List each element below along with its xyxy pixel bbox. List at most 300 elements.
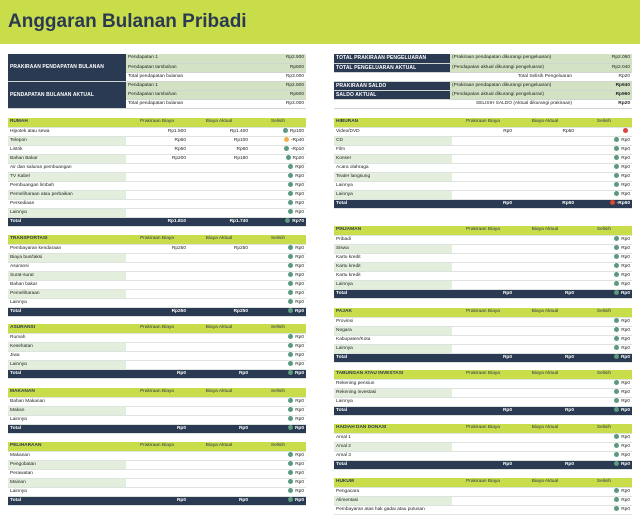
actual-cost-cell[interactable]: Rp250 [188, 244, 250, 253]
expense-label[interactable]: Lainnya [334, 190, 452, 199]
actual-cost-cell[interactable] [188, 360, 250, 369]
column-header-projected: Prakiraan Biaya [126, 388, 188, 397]
difference-cell [576, 145, 632, 154]
projected-cost-cell[interactable] [126, 351, 188, 360]
expense-label[interactable]: Lainnya [8, 415, 126, 424]
actual-cost-cell[interactable] [188, 478, 250, 487]
difference-cell [576, 505, 632, 514]
table-row [8, 406, 306, 415]
expense-label[interactable]: Lainnya [8, 360, 126, 369]
status-indicator-icon [288, 370, 293, 375]
projected-cost-cell[interactable] [126, 469, 188, 478]
projected-cost-cell[interactable] [126, 333, 188, 342]
status-indicator-icon [614, 434, 619, 439]
actual-cost-cell[interactable] [188, 406, 250, 415]
status-indicator-icon [288, 425, 293, 430]
actual-cost-cell[interactable] [188, 342, 250, 351]
expense-label[interactable]: Pengacara [334, 487, 452, 496]
expense-label[interactable]: Lainnya [8, 208, 126, 217]
table-row [8, 487, 306, 496]
column-header-difference: Selisih [250, 442, 306, 451]
expense-label[interactable]: Kartu kredit [334, 271, 452, 280]
table-row [334, 505, 632, 514]
actual-cost-cell[interactable] [188, 397, 250, 406]
difference-value: Rp0 [620, 407, 630, 413]
difference-value: Rp0 [295, 164, 304, 170]
difference-value: Rp0 [621, 146, 630, 152]
actual-cost-cell[interactable] [514, 163, 576, 172]
actual-cost-cell[interactable] [514, 280, 576, 289]
projected-cost-cell[interactable] [452, 317, 514, 326]
projected-cost-cell[interactable] [452, 190, 514, 199]
actual-cost-cell[interactable]: Rp1.400 [188, 127, 250, 136]
projected-cost-cell[interactable] [452, 451, 514, 460]
difference-cell [250, 136, 306, 145]
status-indicator-icon [614, 164, 619, 169]
projected-cost-cell[interactable] [126, 262, 188, 271]
expense-label[interactable]: Pemeliharaan atau perbaikan [8, 190, 126, 199]
projected-cost-cell[interactable] [452, 271, 514, 280]
actual-cost-cell[interactable] [188, 289, 250, 298]
projected-cost-cell[interactable] [126, 451, 188, 460]
status-indicator-icon [614, 461, 619, 466]
expense-label[interactable]: TV Kabel [8, 172, 126, 181]
status-indicator-icon [288, 290, 293, 295]
expense-label[interactable]: Persediaan [8, 199, 126, 208]
actual-cost-cell[interactable] [188, 415, 250, 424]
actual-cost-cell[interactable] [188, 280, 250, 289]
projected-cost-cell[interactable] [452, 505, 514, 514]
section-asuransi [8, 324, 306, 379]
expense-label[interactable]: Negara [334, 326, 452, 335]
actual-cost-cell[interactable]: Rp50 [514, 127, 576, 136]
projected-cost-cell[interactable] [126, 487, 188, 496]
status-indicator-icon [614, 452, 619, 457]
difference-cell [576, 289, 632, 298]
status-indicator-icon [614, 191, 619, 196]
projected-cost-cell[interactable] [126, 298, 188, 307]
expense-label[interactable]: Film [334, 145, 452, 154]
actual-cost-cell[interactable] [188, 190, 250, 199]
table-row [334, 181, 632, 190]
actual-cost-cell[interactable] [514, 271, 576, 280]
expense-label[interactable]: Surat-surat [8, 271, 126, 280]
actual-cost-cell[interactable] [188, 469, 250, 478]
column-header-difference: Selisih [576, 226, 632, 235]
difference-value: Rp0 [295, 263, 304, 269]
column-header-projected: Prakiraan Biaya [126, 442, 188, 451]
expense-label[interactable]: Bahan bakar [8, 280, 126, 289]
projected-cost-cell[interactable]: Rp200 [126, 154, 188, 163]
difference-value: Rp0 [295, 200, 304, 206]
table-row [8, 469, 306, 478]
actual-cost-cell[interactable] [514, 145, 576, 154]
actual-cost-cell[interactable] [514, 451, 576, 460]
difference-cell [250, 469, 306, 478]
status-indicator-icon [288, 263, 293, 268]
projected-cost-cell[interactable] [452, 244, 514, 253]
section-makanan [8, 388, 306, 434]
section-title: TRANSPORTASI [8, 235, 126, 244]
expense-label[interactable]: Makanan [8, 451, 126, 460]
table-row [334, 379, 632, 388]
expense-label[interactable]: Kesehatan [8, 342, 126, 351]
expense-label[interactable]: Bahan Bakar [8, 154, 126, 163]
projected-cost-cell[interactable] [452, 145, 514, 154]
actual-cost-cell[interactable] [188, 460, 250, 469]
status-indicator-icon [288, 308, 293, 313]
actual-cost-cell[interactable] [514, 136, 576, 145]
section-title: HUKUM [334, 478, 452, 487]
section-title: PELIHARAAN [8, 442, 126, 451]
status-indicator-icon [614, 155, 619, 160]
expense-label[interactable]: Pribadi [334, 235, 452, 244]
status-indicator-icon [288, 361, 293, 366]
expense-label[interactable]: Lainnya [334, 397, 452, 406]
expense-label[interactable]: Kabupaten/Kota [334, 335, 452, 344]
expense-label[interactable]: Asuransi [8, 262, 126, 271]
status-indicator-icon [288, 173, 293, 178]
expense-label[interactable]: Jiwa [8, 351, 126, 360]
column-header-actual: Biaya Aktual [188, 235, 250, 244]
expense-label[interactable]: Amal 1 [334, 433, 452, 442]
table-row [334, 163, 632, 172]
projected-cost-cell[interactable]: Rp60 [126, 136, 188, 145]
status-indicator-icon [288, 299, 293, 304]
total-label: Total [334, 353, 452, 362]
status-indicator-icon [288, 497, 293, 502]
section-header [334, 370, 632, 379]
difference-value: Rp0 [295, 173, 304, 179]
projected-cost-cell[interactable] [452, 253, 514, 262]
actual-cost-cell[interactable] [514, 326, 576, 335]
section-header [334, 308, 632, 317]
table-row [8, 199, 306, 208]
expense-label[interactable]: Amal 3 [334, 451, 452, 460]
expense-label[interactable]: Pemeliharaan [8, 289, 126, 298]
difference-cell [250, 360, 306, 369]
actual-cost-cell[interactable] [514, 172, 576, 181]
difference-cell [250, 478, 306, 487]
expense-label[interactable]: Mainan [8, 478, 126, 487]
actual-cost-cell[interactable] [514, 397, 576, 406]
projected-cost-cell[interactable] [452, 442, 514, 451]
table-row [8, 342, 306, 351]
status-indicator-icon [288, 407, 293, 412]
expense-label[interactable]: Provinsi [334, 317, 452, 326]
projected-cost-cell[interactable] [452, 235, 514, 244]
actual-cost-cell[interactable] [514, 235, 576, 244]
expense-label[interactable]: Alimentasi [334, 496, 452, 505]
table-row [334, 433, 632, 442]
actual-cost-cell[interactable] [188, 208, 250, 217]
column-header-projected: Prakiraan Biaya [452, 118, 514, 127]
actual-cost-cell[interactable] [514, 253, 576, 262]
status-indicator-icon [288, 281, 293, 286]
projected-cost-cell[interactable] [452, 344, 514, 353]
expense-label[interactable]: Hipotek atau sewa [8, 127, 126, 136]
difference-cell [250, 199, 306, 208]
actual-cost-cell[interactable] [514, 442, 576, 451]
projected-cost-cell[interactable] [452, 262, 514, 271]
difference-value: Rp0 [295, 416, 304, 422]
projected-cost-cell[interactable]: Rp250 [126, 244, 188, 253]
projected-cost-cell[interactable] [126, 360, 188, 369]
status-indicator-icon [614, 336, 619, 341]
actual-cost-cell[interactable] [188, 487, 250, 496]
projected-cost-cell[interactable] [452, 163, 514, 172]
actual-cost-cell[interactable] [514, 388, 576, 397]
expense-label[interactable]: Pembuangan limbah [8, 181, 126, 190]
actual-cost-cell[interactable] [514, 487, 576, 496]
difference-value: Rp0 [295, 407, 304, 413]
actual-cost-cell[interactable] [188, 172, 250, 181]
actual-cost-cell[interactable]: Rp100 [188, 136, 250, 145]
section-total-row [334, 199, 632, 208]
actual-cost-cell[interactable] [188, 163, 250, 172]
expense-label[interactable]: CD [334, 136, 452, 145]
expense-label[interactable]: Makan [8, 406, 126, 415]
projected-cost-cell[interactable] [452, 335, 514, 344]
column-header-difference: Selisih [576, 308, 632, 317]
table-row [8, 360, 306, 369]
difference-cell [576, 451, 632, 460]
expense-label[interactable]: Telepon [8, 136, 126, 145]
projected-cost-cell[interactable] [452, 433, 514, 442]
section-title: ASURANSI [8, 324, 126, 333]
section-transportasi [8, 235, 306, 317]
expense-label[interactable]: Rumah [8, 333, 126, 342]
table-row [8, 262, 306, 271]
expense-label[interactable]: Lainnya [8, 487, 126, 496]
table-row [8, 145, 306, 154]
status-indicator-icon [288, 352, 293, 357]
expense-label[interactable]: Pengobatan [8, 460, 126, 469]
column-header-actual: Biaya Aktual [514, 424, 576, 433]
section-pajak [334, 308, 632, 363]
expense-label[interactable]: Siswa [334, 244, 452, 253]
table-row [334, 235, 632, 244]
expense-label[interactable]: Lainnya [334, 280, 452, 289]
table-row [334, 271, 632, 280]
actual-cost-cell[interactable] [514, 154, 576, 163]
difference-cell [576, 190, 632, 199]
actual-cost-cell[interactable] [514, 505, 576, 514]
projected-cost-cell[interactable] [126, 415, 188, 424]
actual-cost-cell[interactable] [188, 253, 250, 262]
status-indicator-icon [614, 407, 619, 412]
projected-cost-cell[interactable] [126, 289, 188, 298]
projected-cost-cell[interactable] [452, 136, 514, 145]
difference-value: Rp0 [620, 354, 630, 360]
expense-label[interactable]: Pembayaran kendaraan [8, 244, 126, 253]
projected-cost-cell[interactable] [452, 397, 514, 406]
projected-cost-cell[interactable]: Rp0 [452, 127, 514, 136]
difference-cell [250, 289, 306, 298]
difference-value: Rp0 [295, 343, 304, 349]
projected-cost-cell[interactable] [452, 487, 514, 496]
status-indicator-icon [288, 245, 293, 250]
actual-cost-cell[interactable] [188, 351, 250, 360]
total-projected: Rp0 [126, 424, 188, 433]
actual-cost-cell[interactable]: Rp180 [188, 154, 250, 163]
column-header-difference: Selisih [576, 370, 632, 379]
table-row [334, 244, 632, 253]
projected-cost-cell[interactable] [126, 253, 188, 262]
section-total-row [334, 406, 632, 415]
page-title: Anggaran Bulanan Pribadi [8, 11, 247, 32]
expense-label[interactable]: Lainnya [334, 344, 452, 353]
difference-value: Rp0 [621, 336, 630, 342]
projected-cost-cell[interactable] [126, 342, 188, 351]
difference-value: Rp0 [294, 497, 304, 503]
difference-value: Rp0 [621, 380, 630, 386]
difference-cell [250, 298, 306, 307]
expense-label[interactable]: Lainnya [334, 181, 452, 190]
projected-cost-cell[interactable] [126, 208, 188, 217]
projected-cost-cell[interactable] [126, 163, 188, 172]
status-indicator-icon [614, 506, 619, 511]
table-row [334, 496, 632, 505]
column-header-difference: Selisih [250, 324, 306, 333]
total-label: Total [8, 424, 126, 433]
status-indicator-icon [288, 488, 293, 493]
expense-label[interactable]: Acara olahraga [334, 163, 452, 172]
difference-cell [250, 271, 306, 280]
section-peliharaan [8, 442, 306, 506]
column-header-actual: Biaya Aktual [514, 370, 576, 379]
difference-cell [576, 397, 632, 406]
actual-cost-cell[interactable] [514, 379, 576, 388]
expense-label[interactable]: Biaya bus/taksi [8, 253, 126, 262]
projected-cost-cell[interactable] [452, 496, 514, 505]
actual-cost-cell[interactable] [514, 262, 576, 271]
actual-cost-cell[interactable] [188, 271, 250, 280]
difference-cell [576, 280, 632, 289]
expense-label[interactable]: Kartu kredit [334, 262, 452, 271]
projected-cost-cell[interactable] [452, 379, 514, 388]
difference-cell [576, 136, 632, 145]
projected-cost-cell[interactable] [126, 397, 188, 406]
projected-cost-cell[interactable] [126, 172, 188, 181]
projected-cost-cell[interactable] [126, 406, 188, 415]
expense-label[interactable]: Lainnya [8, 298, 126, 307]
projected-cost-cell[interactable] [452, 388, 514, 397]
projected-cost-cell[interactable] [126, 280, 188, 289]
projected-cost-cell[interactable] [126, 271, 188, 280]
projected-cost-cell[interactable] [452, 326, 514, 335]
difference-cell [250, 342, 306, 351]
actual-cost-cell[interactable] [514, 335, 576, 344]
difference-value: Rp0 [295, 245, 304, 251]
status-indicator-icon [614, 290, 619, 295]
projected-cost-cell[interactable] [126, 199, 188, 208]
total-actual: Rp0 [188, 496, 250, 505]
actual-cost-cell[interactable] [188, 298, 250, 307]
projected-cost-cell[interactable] [452, 154, 514, 163]
expense-label[interactable]: Rekening pensiun [334, 379, 452, 388]
actual-cost-cell[interactable] [514, 190, 576, 199]
actual-cost-cell[interactable] [188, 181, 250, 190]
expense-label[interactable]: Air dan saluran pembuangan [8, 163, 126, 172]
total-actual: Rp0 [514, 460, 576, 469]
projected-cost-cell[interactable] [126, 460, 188, 469]
difference-cell [250, 397, 306, 406]
difference-value: Rp0 [295, 254, 304, 260]
expense-label[interactable]: Konser [334, 154, 452, 163]
expense-label[interactable]: Bahan Makanan [8, 397, 126, 406]
section-header [334, 226, 632, 235]
difference-value: Rp0 [295, 361, 304, 367]
difference-cell [250, 217, 306, 226]
actual-cost-cell[interactable] [514, 317, 576, 326]
projected-cost-cell[interactable] [126, 478, 188, 487]
projected-cost-cell[interactable]: Rp50 [126, 145, 188, 154]
difference-value: Rp0 [621, 443, 630, 449]
difference-cell [576, 442, 632, 451]
actual-cost-cell[interactable] [514, 244, 576, 253]
expense-label[interactable]: Amal 2 [334, 442, 452, 451]
actual-cost-cell[interactable] [188, 333, 250, 342]
section-pinjaman [334, 226, 632, 299]
total-label: Total [8, 217, 126, 226]
table-row [334, 397, 632, 406]
actual-cost-cell[interactable] [514, 181, 576, 190]
projected-cost-cell[interactable] [452, 181, 514, 190]
table-row [8, 163, 306, 172]
column-header-difference: Selisih [576, 478, 632, 487]
actual-cost-cell[interactable] [188, 199, 250, 208]
column-header-difference: Selisih [576, 118, 632, 127]
actual-cost-cell[interactable] [514, 496, 576, 505]
expense-label[interactable]: Teater langsung [334, 172, 452, 181]
projected-cost-cell[interactable] [126, 190, 188, 199]
expense-label[interactable]: Listrik [8, 145, 126, 154]
difference-value: Rp0 [295, 299, 304, 305]
section-hukum [334, 478, 632, 515]
actual-cost-cell[interactable] [188, 262, 250, 271]
table-row [8, 136, 306, 145]
status-indicator-icon [614, 497, 619, 502]
actual-cost-cell[interactable] [514, 433, 576, 442]
column-header-difference: Selisih [576, 424, 632, 433]
projected-cost-cell[interactable]: Rp1.500 [126, 127, 188, 136]
actual-cost-cell[interactable]: Rp60 [188, 145, 250, 154]
projected-cost-cell[interactable] [452, 280, 514, 289]
status-indicator-icon [614, 272, 619, 277]
section-total-row [8, 217, 306, 226]
difference-value: Rp0 [621, 327, 630, 333]
status-indicator-icon [288, 334, 293, 339]
actual-cost-cell[interactable] [188, 451, 250, 460]
expense-label[interactable]: Perawatan [8, 469, 126, 478]
expense-label[interactable]: Rekening investasi [334, 388, 452, 397]
balance-summary: TOTAL PRAKIRAAN PENGELUARAN (Prakiraan pendapatan dikurangi pengeluaran) Rp2.060 TOTAL PENGELUARAN AKTUAL (Pendapatan aktual dikurangi pengeluaran) Rp2.040 Total Selisih Pengeluaran Rp20 PRAKIRAAN SALDO (Prakiraan pendapatan dikurangi pengeluaran) Rp940 SALDO AKTUAL (Pendapatan aktual dikurangi pengeluaran) Rp960 SELISIH SALDO (Aktual dikurangi prakiraan) Rp20 [334, 54, 632, 109]
projected-cost-cell[interactable] [126, 181, 188, 190]
status-indicator-icon [284, 146, 289, 151]
expense-label[interactable]: Video/DVD [334, 127, 452, 136]
expense-label[interactable]: Pembayaran atas hak gadai atau putusan [334, 505, 452, 514]
projected-cost-cell[interactable] [452, 172, 514, 181]
total-actual: Rp250 [188, 307, 250, 316]
status-indicator-icon [614, 263, 619, 268]
actual-cost-cell[interactable] [514, 344, 576, 353]
table-row [8, 208, 306, 217]
table-row [334, 280, 632, 289]
total-projected: Rp0 [126, 496, 188, 505]
status-indicator-icon [614, 254, 619, 259]
expense-label[interactable]: Kartu kredit [334, 253, 452, 262]
